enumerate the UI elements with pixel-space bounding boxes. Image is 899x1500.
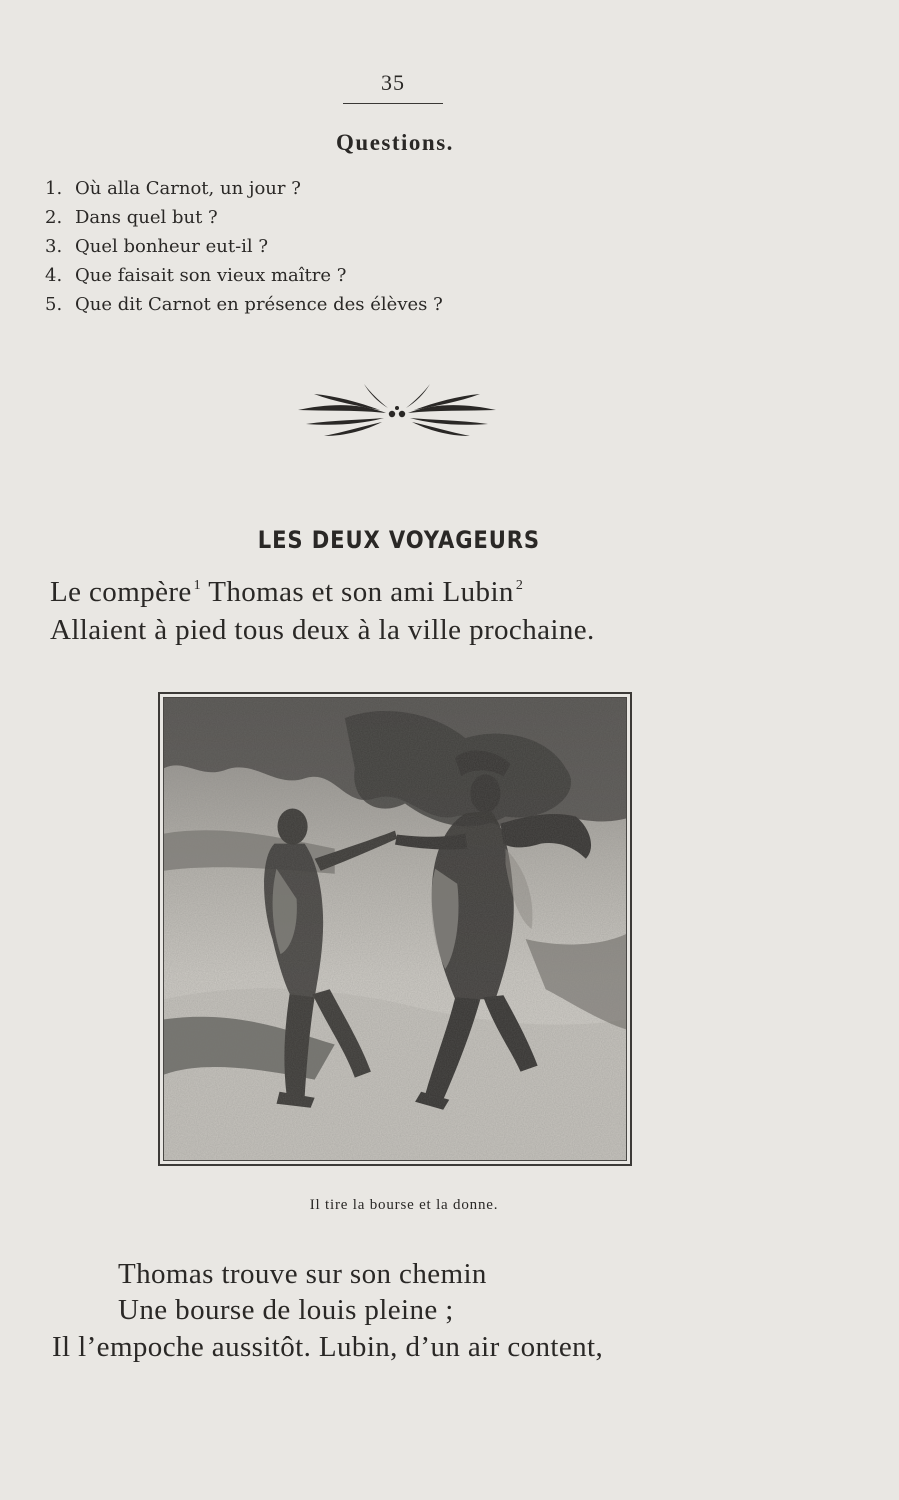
- questions-list: [45, 174, 443, 319]
- questions-heading: Questions.: [336, 130, 454, 155]
- verse-line: [50, 576, 523, 609]
- poem-title: LES DEUX VOYAGEURS: [257, 526, 540, 554]
- two-travellers-engraving: [158, 692, 632, 1166]
- footnote-marker: 2: [515, 578, 524, 593]
- question-number: 2.: [45, 207, 63, 228]
- question-item: [45, 261, 443, 290]
- fleuron-ornament-icon: [296, 380, 498, 442]
- question-item: [45, 232, 443, 261]
- verse-line: Il l’empoche aussitôt. Lubin, d’un air content,: [52, 1331, 604, 1363]
- engraving-frame: [163, 697, 627, 1161]
- verse-line: Thomas trouve sur son chemin: [118, 1258, 487, 1290]
- verse-text: Thomas et son ami Lubin: [201, 576, 514, 608]
- engraving-picture: [164, 698, 626, 1160]
- page-number: 35: [381, 70, 405, 95]
- question-text: Dans quel but ?: [75, 207, 218, 228]
- verse-text: Le compère: [50, 576, 192, 608]
- verse-line: Une bourse de louis pleine ;: [118, 1294, 454, 1326]
- verse-line: Allaient à pied tous deux à la ville prochaine.: [50, 614, 595, 646]
- question-text: Quel bonheur eut-il ?: [75, 236, 269, 257]
- question-number: 3.: [45, 236, 63, 257]
- question-item: [45, 174, 443, 203]
- question-item: [45, 203, 443, 232]
- question-number: 5.: [45, 294, 63, 315]
- illustration-caption: Il tire la bourse et la donne.: [309, 1197, 499, 1213]
- question-text: Où alla Carnot, un jour ?: [75, 178, 301, 199]
- question-number: 1.: [45, 178, 63, 199]
- question-number: 4.: [45, 265, 63, 286]
- footnote-marker: 1: [193, 578, 202, 593]
- question-item: [45, 290, 443, 319]
- question-text: Que dit Carnot en présence des élèves ?: [75, 294, 443, 315]
- question-text: Que faisait son vieux maître ?: [75, 265, 347, 286]
- page-number-rule: [343, 103, 443, 104]
